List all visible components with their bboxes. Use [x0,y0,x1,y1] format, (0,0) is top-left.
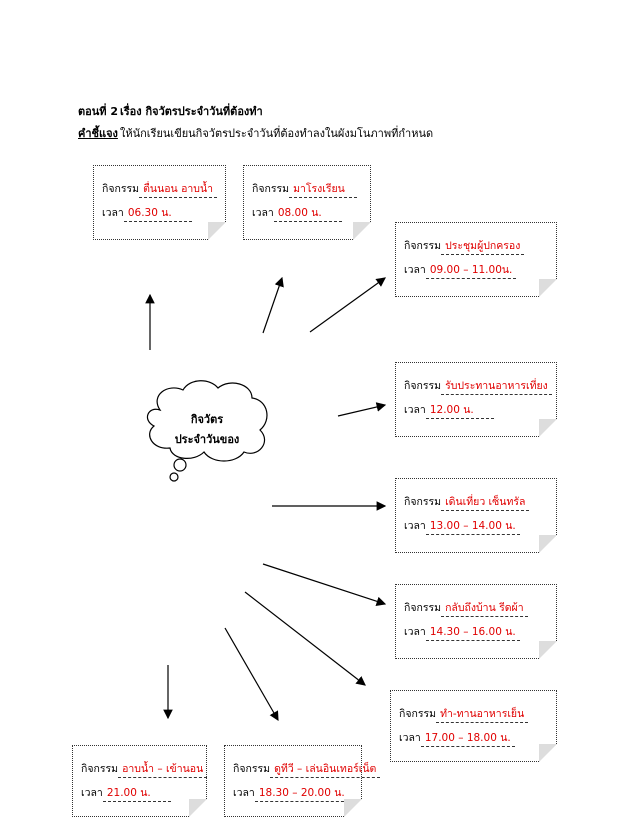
activity-label: กิจกรรม [233,763,271,775]
time-value: 13.00 – 14.00 น. [426,517,520,535]
activity-card-5 [395,478,557,553]
activity-label: กิจกรรม [399,708,437,720]
center-label-line1: กิจวัตร [190,413,224,426]
activity-value: ตื่นนอน อาบน้ำ [139,180,217,198]
time-label: เวลา [102,207,124,219]
time-label: เวลา [404,264,426,276]
activity-label: กิจกรรม [404,496,442,508]
activity-value: กลับถึงบ้าน รีดผ้า [441,599,528,617]
time-label: เวลา [404,520,426,532]
activity-value: ประชุมผู้ปกครอง [441,237,524,255]
part-label: ตอนที่ 2 [78,105,119,118]
time-value: 18.30 – 20.00 น. [255,784,349,802]
time-value: 14.30 – 16.00 น. [426,623,520,641]
instruction-text: ให้นักเรียนเขียนกิจวัตรประจำวันที่ต้องทำลงในผังมโนภาพที่กำหนด [120,127,434,140]
activity-card-8 [72,745,207,817]
arrow-to-card-7 [245,592,365,685]
activity-label: กิจกรรม [404,602,442,614]
arrow-to-card-9 [225,628,278,720]
activity-card-4 [395,362,557,437]
time-label: เวลา [404,626,426,638]
time-label: เวลา [81,787,103,799]
activity-card-7 [390,690,557,762]
arrow-to-card-3 [310,278,385,332]
activity-card-3 [395,222,557,297]
activity-card-1 [93,165,226,240]
time-label: เวลา [233,787,255,799]
time-value: 09.00 – 11.00น. [426,261,517,279]
time-value: 21.00 น. [103,784,171,802]
activity-value: รับประทานอาหารเที่ยง [441,377,552,395]
activity-value: อาบน้ำ – เข้านอน [118,760,207,778]
activity-label: กิจกรรม [404,240,442,252]
time-label: เวลา [404,404,426,416]
activity-value: ดูทีวี – เล่นอินเทอร์เน็ต [270,760,380,778]
activity-card-9 [224,745,377,817]
activity-card-6 [395,584,557,659]
time-label: เวลา [252,207,274,219]
activity-value: ทำ-ทานอาหารเย็น [436,705,528,723]
time-value: 17.00 – 18.00 น. [421,729,515,747]
center-label-line2: ประจำวันของ [174,433,240,446]
activity-label: กิจกรรม [81,763,119,775]
instruction-label: คำชี้แจง [78,127,118,140]
activity-label: กิจกรรม [102,183,140,195]
activity-label: กิจกรรม [404,380,442,392]
activity-value: มาโรงเรียน [289,180,357,198]
arrow-to-card-2 [263,278,282,333]
time-value: 06.30 น. [124,204,192,222]
activity-value: เดินเที่ยว เซ็นทรัล [441,493,529,511]
activity-label: กิจกรรม [252,183,290,195]
topic-title: เรื่อง กิจวัตรประจำวันที่ต้องทำ [120,105,263,118]
activity-card-2 [243,165,371,240]
time-label: เวลา [399,732,421,744]
time-value: 08.00 น. [274,204,342,222]
arrow-to-card-6 [263,564,385,604]
time-value: 12.00 น. [426,401,494,419]
arrow-to-card-4 [338,405,385,416]
